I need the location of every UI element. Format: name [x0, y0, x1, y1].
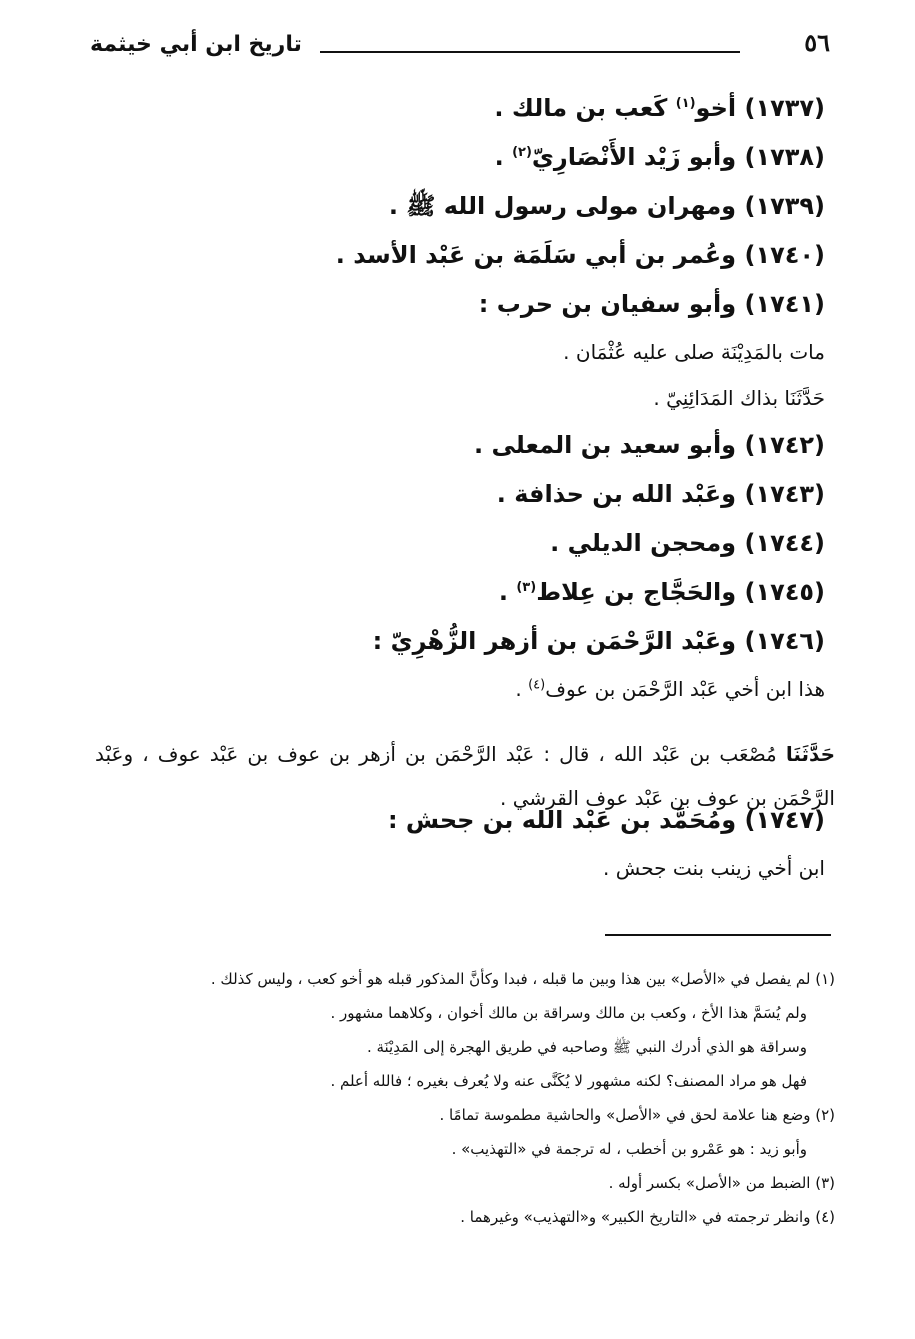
- entry-text: وأبو سعيد بن المعلى .: [473, 431, 737, 459]
- footnote-ref: (٤): [528, 677, 546, 693]
- footnote-line: فهل هو مراد المصنف؟ لكنه مشهور لا يُكَنَّى عنه ولا يُعرف بغيره ؛ فالله أعلم .: [330, 1072, 807, 1090]
- entry-text: ومهران مولى رسول الله ﷺ .: [388, 192, 737, 220]
- entry-text: وأبو سفيان بن حرب :: [478, 290, 737, 318]
- entry-number: (١٧٤٦): [744, 627, 825, 655]
- entry-number: (١٧٣٨): [744, 143, 825, 171]
- entry-1737: [95, 84, 835, 133]
- entry-number: (١٧٤٣): [744, 480, 825, 508]
- entry-text: ومُحَمَّد بن عَبْد الله بن جحش :: [387, 806, 737, 834]
- entry-number: (١٧٤٧): [744, 806, 825, 834]
- entry-text: وعَبْد الله بن حذافة .: [496, 480, 737, 508]
- header-rule: [320, 51, 740, 53]
- page-header: [90, 28, 830, 68]
- entry-1747: [95, 796, 835, 845]
- entry-text: والحَجَّاج بن عِلاط: [536, 578, 737, 606]
- note-tail: .: [515, 677, 522, 701]
- note-1741-death: مات بالمَدِيْنَة صلى عليه عُثْمَان .: [563, 340, 825, 364]
- footnote-line: ولم يُسَمَّ هذا الأخ ، وكعب بن مالك وسراقة بن مالك أخوان ، وكلاهما مشهور .: [330, 1004, 807, 1022]
- narration-paragraph: [95, 732, 835, 810]
- entry-text: وعُمر بن أبي سَلَمَة بن عَبْد الأسد .: [335, 241, 737, 269]
- entry-1740: [95, 231, 835, 280]
- entry-text: ومحجن الديلي .: [550, 529, 737, 557]
- footnote-line: وأبو زيد : هو عَمْرو بن أخطب ، له ترجمة في «التهذيب» .: [451, 1140, 807, 1158]
- entry-number: (١٧٤٢): [744, 431, 825, 459]
- note-1741-source: حَدَّثَنَا بذاك المَدَائِنِيّ .: [653, 386, 825, 410]
- footnote-ref: (٣): [516, 580, 537, 595]
- entry-text: وأبو زَيْد الأَنْصَارِيّ: [531, 143, 737, 171]
- entry-1739: [95, 182, 835, 231]
- narration-lead: حَدَّثَنَا: [785, 742, 835, 766]
- entry-number: (١٧٣٩): [744, 192, 825, 220]
- footnotes: [90, 962, 835, 1234]
- book-title: تاريخ ابن أبي خيثمة: [90, 32, 302, 57]
- entry-number: (١٧٣٧): [744, 94, 825, 122]
- footnote-rule: [605, 934, 831, 936]
- note-1746: [95, 666, 835, 712]
- footnote-ref: (٢): [512, 145, 532, 160]
- footnote-line: وسراقة هو الذي أدرك النبي ﷺ وصاحبه في طريق الهجرة إلى المَدِيْنَة .: [366, 1038, 807, 1056]
- entry-1743: [95, 470, 835, 519]
- note-1747: ابن أخي زينب بنت جحش .: [603, 856, 825, 880]
- entry-tail: كَعب بن مالك .: [494, 94, 668, 122]
- entry-1745: [95, 568, 835, 617]
- entry-1738: [95, 133, 835, 182]
- entry-1744: [95, 519, 835, 568]
- entry-text: وعَبْد الرَّحْمَن بن أزهر الزُّهْرِيّ :: [372, 627, 737, 655]
- entry-tail: .: [498, 578, 508, 606]
- footnote-line: (٤) وانظر ترجمته في «التاريخ الكبير» و«التهذيب» وغيرهما .: [460, 1208, 835, 1226]
- footnote-line: (١) لم يفصل في «الأصل» بين هذا وبين ما قبله ، فبدا وكأنَّ المذكور قبله هو أخو كعب ، وليس كذلك .: [210, 970, 835, 988]
- page-number: ٥٦: [804, 28, 830, 57]
- entry-number: (١٧٤٥): [744, 578, 825, 606]
- entry-text: أخو: [695, 94, 737, 122]
- main-text: [95, 84, 835, 891]
- footnote-ref: (١): [675, 96, 696, 111]
- narration-text: مُصْعَب بن عَبْد الله ، قال : عَبْد الرَّحْمَن بن أزهر بن عوف بن عَبْد عوف ، وعَبْد الرَّحْمَن بن عوف بن عَبْد عوف القرشي .: [95, 742, 835, 810]
- footnote-line: (٢) وضع هنا علامة لحق في «الأصل» والحاشية مطموسة تمامًا .: [439, 1106, 835, 1124]
- footnote-line: (٣) الضبط من «الأصل» بكسر أوله .: [608, 1174, 835, 1192]
- entry-number: (١٧٤١): [744, 290, 825, 318]
- entry-1741: [95, 280, 835, 329]
- entry-1746: [95, 617, 835, 666]
- entry-number: (١٧٤٠): [744, 241, 825, 269]
- entry-1742: [95, 421, 835, 470]
- note-text: هذا ابن أخي عَبْد الرَّحْمَن بن عوف: [545, 677, 825, 701]
- entry-tail: .: [494, 143, 504, 171]
- entry-number: (١٧٤٤): [744, 529, 825, 557]
